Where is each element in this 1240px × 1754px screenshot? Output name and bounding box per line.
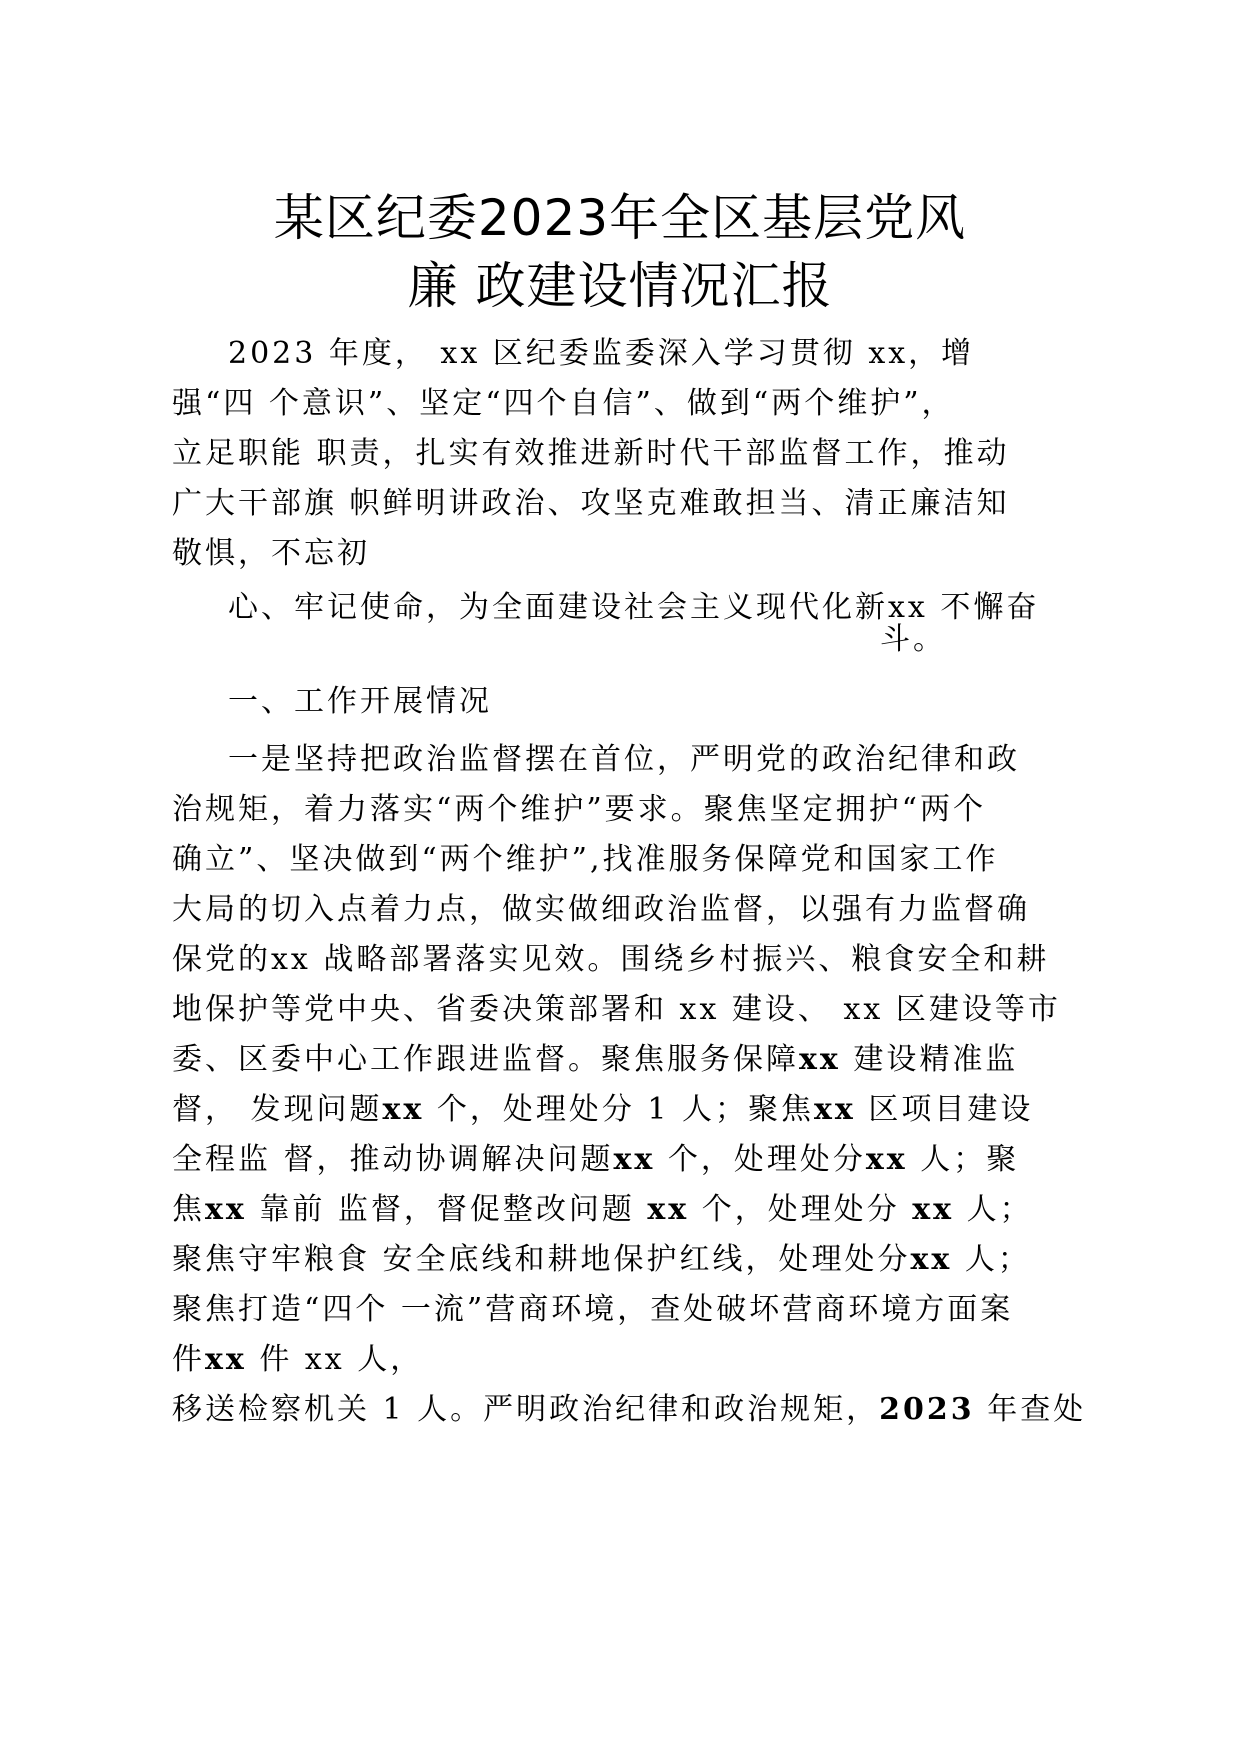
placeholder-xx: xx bbox=[613, 1142, 656, 1177]
document-title-line-1: 某区纪委2023年全区基层党风 bbox=[273, 189, 967, 247]
body-text: 焦 bbox=[172, 1192, 205, 1227]
placeholder-xx: xx bbox=[865, 1142, 908, 1177]
placeholder-xx: xx bbox=[382, 1092, 425, 1127]
body-text: 个，处理处分 1 人；聚焦 bbox=[424, 1092, 815, 1127]
body-line: 大局的切入点着力点，做实做细政治监督，以强有力监督确 bbox=[172, 892, 1030, 927]
body-line bbox=[172, 1390, 1086, 1430]
body-line bbox=[172, 1190, 1033, 1230]
body-text: 人； bbox=[952, 1242, 1031, 1277]
body-text: 人；聚 bbox=[907, 1142, 1020, 1177]
body-text: 件 bbox=[172, 1342, 205, 1377]
body-text: 个，处理处分 bbox=[655, 1142, 866, 1177]
body-text: 年查处 bbox=[974, 1392, 1087, 1427]
body-line: 地保护等党中央、省委决策部署和 xx 建设、 xx 区建设等市 bbox=[172, 992, 1061, 1027]
placeholder-xx: xx bbox=[814, 1092, 856, 1127]
placeholder-xx: xx bbox=[910, 1242, 953, 1277]
body-line bbox=[172, 1240, 1031, 1280]
document-title-line-2: 廉 政建设情况汇报 bbox=[407, 257, 833, 315]
placeholder-xx: xx bbox=[647, 1192, 690, 1227]
year-number: 2023 bbox=[879, 1392, 975, 1427]
intro-line: 斗。 bbox=[880, 622, 946, 657]
intro-line: 心、牢记使命，为全面建设社会主义现代化新xx 不懈奋 bbox=[228, 590, 1040, 625]
body-text: 区项目建设 bbox=[855, 1092, 1034, 1127]
intro-line: 2023 年度， xx 区纪委监委深入学习贯彻 xx，增 bbox=[228, 336, 975, 371]
section-heading: 一、工作开展情况 bbox=[228, 684, 492, 719]
body-text: 建设精准监 bbox=[840, 1042, 1019, 1077]
intro-line: 广大干部旗 帜鲜明讲政治、攻坚克难敢担当、清正廉洁知 bbox=[172, 486, 1010, 521]
placeholder-xx: xx bbox=[205, 1192, 247, 1227]
intro-line: 强“四 个意识”、坚定“四个自信”、做到“两个维护”， bbox=[172, 386, 955, 421]
body-text: 人； bbox=[954, 1192, 1033, 1227]
body-line: 一是坚持把政治监督摆在首位，严明党的政治纪律和政 bbox=[228, 742, 1020, 777]
body-line: 聚焦打造“四个 一流”营商环境，查处破坏营商环境方面案 bbox=[172, 1292, 1014, 1327]
body-text: 委、区委中心工作跟进监督。聚焦服务保障 bbox=[172, 1042, 799, 1077]
body-line: 治规矩，着力落实“两个维护”要求。聚焦坚定拥护“两个 bbox=[172, 792, 987, 827]
body-line: 保党的xx 战略部署落实见效。围绕乡村振兴、粮食安全和耕 bbox=[172, 942, 1050, 977]
body-line: 确立”、坚决做到“两个维护”,找准服务保障党和国家工作 bbox=[172, 842, 999, 877]
body-text: 个，处理处分 bbox=[689, 1192, 913, 1227]
intro-line: 立足职能 职责，扎实有效推进新时代干部监督工作，推动 bbox=[172, 436, 1010, 471]
body-text: 全程监 督，推动协调解决问题 bbox=[172, 1142, 614, 1177]
body-text: 聚焦守牢粮食 安全底线和耕地保护红线，处理处分 bbox=[172, 1242, 911, 1277]
body-line bbox=[172, 1090, 1033, 1130]
placeholder-xx: xx bbox=[205, 1342, 247, 1377]
body-text: 移送检察机关 1 人。严明政治纪律和政治规矩， bbox=[172, 1392, 880, 1427]
placeholder-xx: xx bbox=[799, 1042, 841, 1077]
placeholder-xx: xx bbox=[912, 1192, 955, 1227]
intro-line: 敬惧，不忘初 bbox=[172, 536, 370, 571]
body-line bbox=[172, 1040, 1018, 1080]
body-line bbox=[172, 1140, 1019, 1180]
body-text: 督， 发现问题 bbox=[172, 1092, 383, 1127]
body-line bbox=[172, 1340, 423, 1380]
body-text: 靠前 监督，督促整改问题 bbox=[246, 1192, 648, 1227]
body-text: 件 xx 人， bbox=[246, 1342, 424, 1377]
